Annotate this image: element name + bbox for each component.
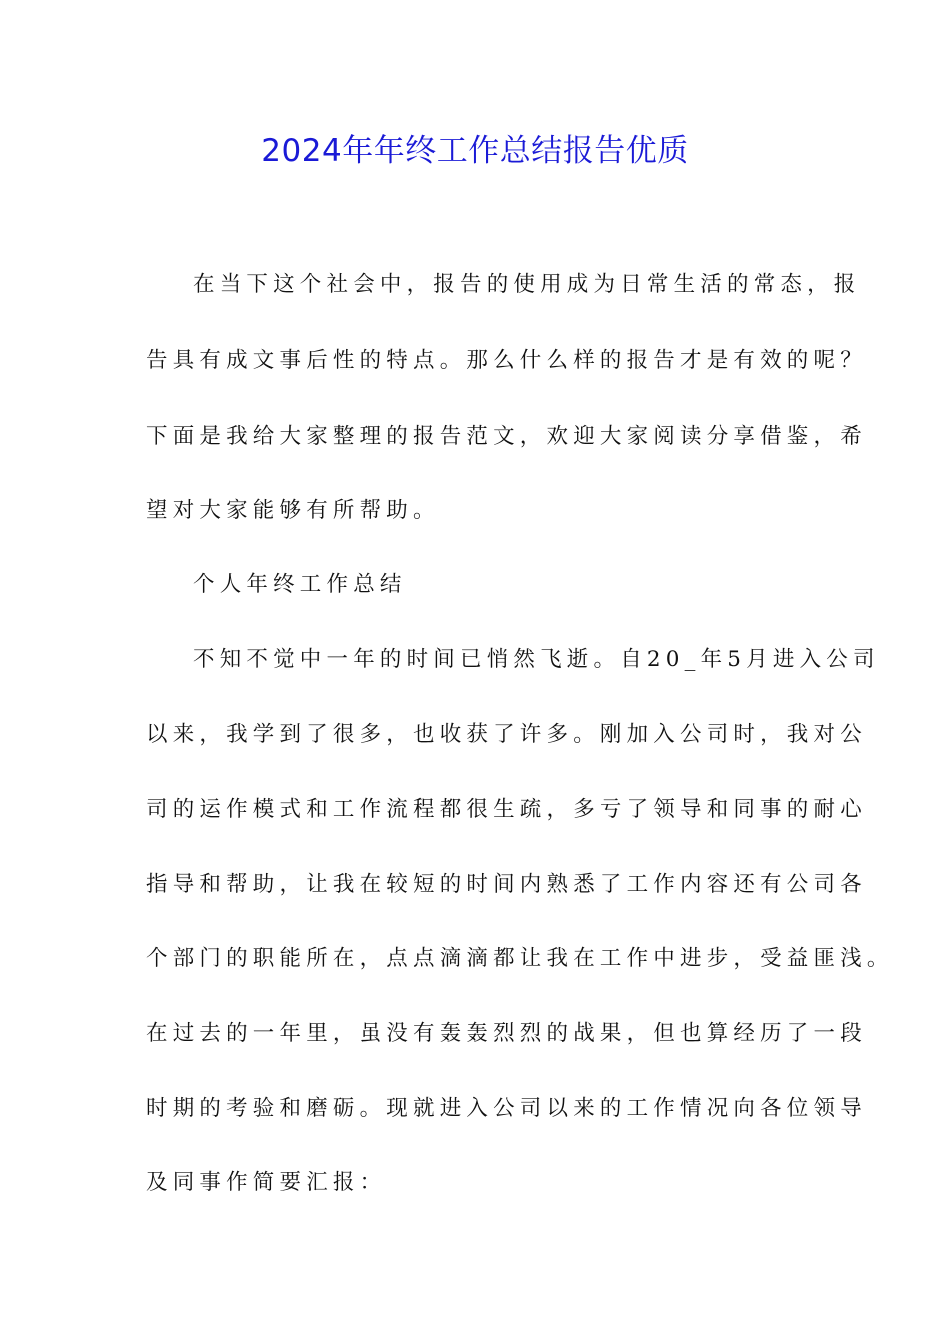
section-heading: 个人年终工作总结 — [193, 572, 407, 597]
document-title: 2024年年终工作总结报告优质 — [261, 133, 689, 169]
paragraph-line: 望对大家能够有所帮助。 — [146, 498, 440, 523]
paragraph-line: 告具有成文事后性的特点。那么什么样的报告才是有效的呢？ — [146, 348, 867, 373]
paragraph-line: 以来，我学到了很多，也收获了许多。刚加入公司时，我对公 — [146, 722, 867, 747]
paragraph-line: 时期的考验和磨砺。现就进入公司以来的工作情况向各位领导 — [146, 1096, 867, 1121]
paragraph-line: 下面是我给大家整理的报告范文，欢迎大家阅读分享借鉴，希 — [146, 424, 867, 449]
paragraph-line: 指导和帮助，让我在较短的时间内熟悉了工作内容还有公司各 — [146, 872, 867, 897]
paragraph-line: 在过去的一年里，虽没有轰轰烈烈的战果，但也算经历了一段 — [146, 1021, 867, 1046]
paragraph-line: 不知不觉中一年的时间已悄然飞逝。自20_年5月进入公司 — [193, 647, 880, 672]
paragraph-line: 司的运作模式和工作流程都很生疏，多亏了领导和同事的耐心 — [146, 797, 867, 822]
paragraph-line: 在当下这个社会中，报告的使用成为日常生活的常态，报 — [193, 272, 861, 297]
paragraph-line: 及同事作简要汇报： — [146, 1170, 387, 1195]
paragraph-line: 个部门的职能所在，点点滴滴都让我在工作中进步，受益匪浅。 — [146, 946, 894, 971]
